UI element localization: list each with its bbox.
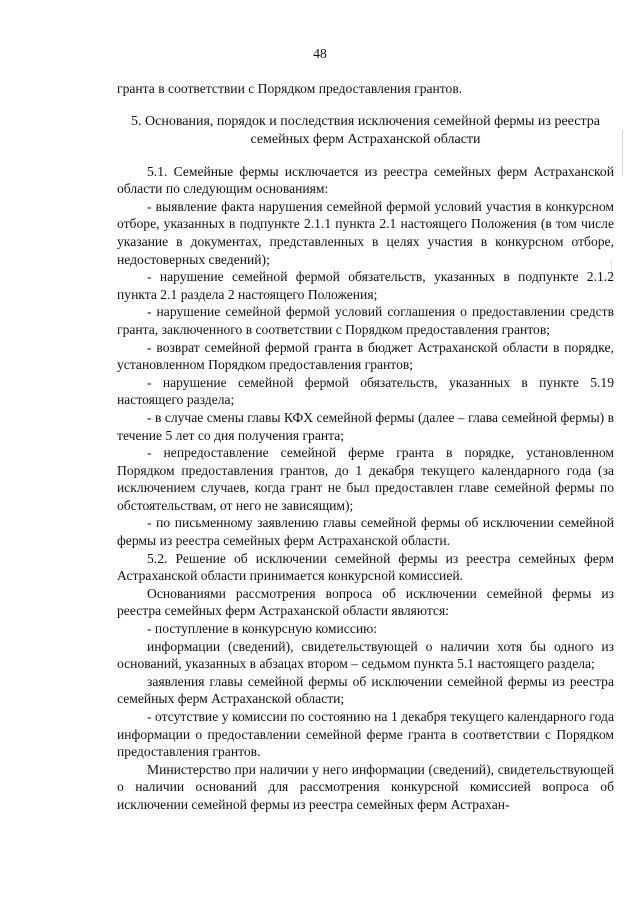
- paragraph: - нарушение семейной фермой обязательств, указанных в пункте 5.19 настоящего раздела;: [117, 374, 614, 408]
- page-number: 48: [313, 46, 327, 61]
- section-heading: 5. Основания, порядок и последствия исключения семейной фермы из реестра семейных ферм Астраханской области: [131, 113, 600, 147]
- paragraph: заявления главы семейной фермы об исключении семейной фермы из реестра семейных ферм Астраханской области;: [117, 673, 614, 707]
- paragraph: 5.1. Семейные фермы исключается из реестра семейных ферм Астраханской области по следующим основаниям:: [117, 163, 614, 197]
- paragraph: - отсутствие у комиссии по состоянию на 1 декабря текущего календарного года информации о предоставлении семейной ферме гранта в соответствии с Порядком предоставления грантов.: [117, 709, 614, 760]
- paragraph: - нарушение семейной фермой обязательств, указанных в подпункте 2.1.2 пункта 2.1 раздела 2 настоящего Положения;: [117, 269, 614, 302]
- paragraph: - по письменному заявлению главы семейной фермы об исключении семейной фермы из реестра семейных ферм Астраханской области.: [117, 515, 614, 549]
- document-body: [117, 80, 614, 814]
- paragraph: 5.2. Решение об исключении семейной фермы из реестра семейных ферм Астраханской области принимается конкурсной комиссией.: [117, 550, 614, 584]
- continuation-line: гранта в соответствии с Порядком предоставления грантов.: [117, 81, 463, 96]
- paragraph: - нарушение семейной фермой условий соглашения о предоставлении средств гранта, заключенного в соответствии с Порядком предоставления грантов;: [117, 304, 614, 337]
- paragraph: Основаниями рассмотрения вопроса об исключении семейной фермы из реестра семейных ферм Астраханской области являются:: [117, 585, 614, 619]
- paragraph: Министерство при наличии у него информации (сведений), свидетельствующей о наличии оснований для рассмотрения конкурсной комиссией вопроса об исключении семейной фермы из реестра семейных ферм Астрахан-: [117, 761, 614, 812]
- scan-margin-mark: [622, 130, 623, 175]
- paragraph: - поступление в конкурсную комиссию:: [147, 621, 378, 637]
- paragraph: информации (сведений), свидетельствующей о наличии хотя бы одного из оснований, указанных в абзацах втором – седьмом пункта 5.1 настоящего раздела;: [117, 638, 614, 672]
- paragraph: - выявление факта нарушения семейной фермой условий участия в конкурсном отборе, указанных в подпункте 2.1.1 пункта 2.1 настоящего Положения (в том числе указание в документах, представленных в целях участия в конкурсном отборе, недостоверных сведений);: [117, 198, 614, 267]
- paragraph: - в случае смены главы КФХ семейной фермы (далее – глава семейной фермы) в течение 5 лет со дня получения гранта;: [117, 409, 614, 443]
- paragraph: - непредоставление семейной ферме гранта в порядке, установленном Порядком предоставления грантов, до 1 декабря текущего календарного года (за исключением случаев, когда грант не был предоставлен главе семейной фермы по обстоятельствам, от него не зависящим);: [117, 445, 614, 513]
- paragraph: - возврат семейной фермой гранта в бюджет Астраханской области в порядке, установленном Порядком предоставления грантов;: [117, 339, 614, 373]
